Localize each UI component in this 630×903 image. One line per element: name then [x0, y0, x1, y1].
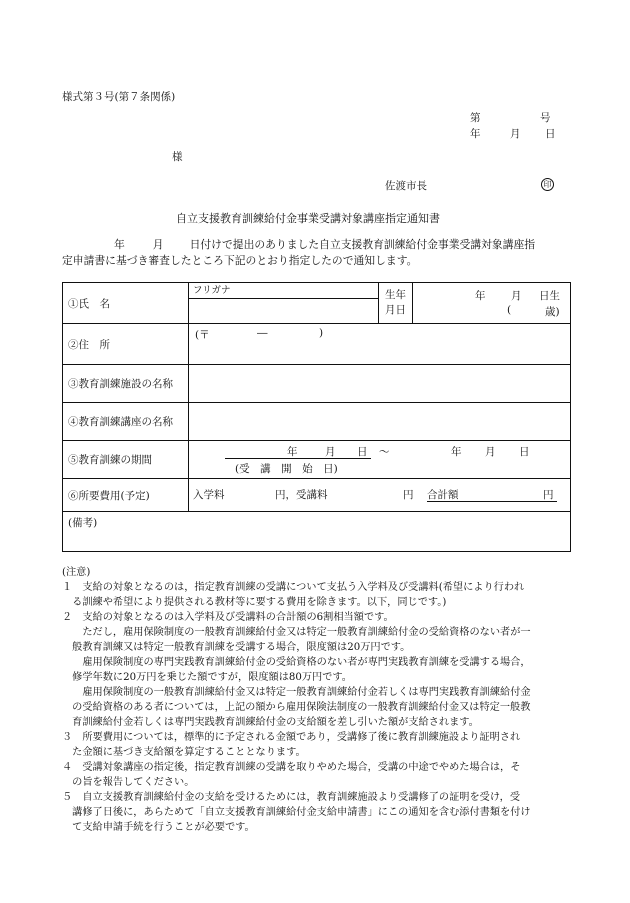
note-line: ４ 受講対象講座の指定後，指定教育訓練の受講を取りやめた場合，受講の中途でやめた場合は，そ — [62, 762, 521, 773]
note-line: ５ 自立支援教育訓練給付金の支給を受けるためには，教育訓練施設より受講修了の証明を受け，受 — [62, 792, 521, 803]
furigana-label: フリガナ — [189, 283, 378, 299]
period-tilde: ～ — [379, 446, 390, 458]
note-line: 講修了日後に，あらためて「自立支援教育訓練給付金支給申請書」にこの通知を含む添付書類を付け — [62, 807, 531, 818]
date-year: 年 — [470, 128, 481, 140]
period-start-month: 月 — [325, 446, 336, 458]
intro-year: 年 — [114, 238, 125, 251]
period-end-month: 月 — [485, 446, 496, 458]
period-end-year: 年 — [451, 446, 462, 458]
postal-open: (〒 — [195, 329, 210, 341]
cost-field[interactable] — [189, 479, 571, 512]
period-start-underline — [225, 444, 371, 459]
seal-icon: 印 — [541, 178, 554, 191]
postal-close: ) — [319, 327, 324, 339]
cost-tuition-label: 円，受講料 — [275, 489, 328, 501]
note-line: て支給申請手続を行うことが必要です。 — [62, 822, 255, 833]
postal-dash: ― — [257, 327, 268, 339]
note-line: ３ 所要費用については，標準的に予定される金額であり，受講修了後に教育訓練施設より証明され — [62, 732, 521, 743]
document-title: 自立支援教育訓練給付金事業受講対象講座指定通知書 — [176, 212, 440, 225]
cost-yen-2: 円 — [403, 489, 414, 501]
issuer-name: 佐渡市長 — [385, 180, 427, 192]
note-line: 育訓練給付金若しくは専門実践教育訓練給付金の支給額を差し引いた額が支給されます。 — [62, 717, 479, 728]
note-line: ただし，雇用保険制度の一般教育訓練給付金又は特定一般教育訓練給付金の受給資格のない者が一 — [62, 627, 531, 638]
intro-text: 日付けで提出のありました自立支援教育訓練給付金事業受講対象講座指 — [189, 238, 536, 251]
note-line: の旨を報告してください。 — [62, 777, 195, 788]
note-line: 雇用保険制度の専門実践教育訓練給付金の受給資格のない者が専門実践教育訓練を受講する場合， — [62, 657, 531, 668]
note-line: １ 支給の対象となるのは，指定教育訓練の受講について支払う入学料及び受講料(希望により行われ — [62, 582, 525, 593]
note-line: る訓練や希望により提供される教材等に要する費用を除きます。以下，同じです。) — [62, 597, 447, 608]
cost-total-label: 合計額 — [427, 489, 459, 501]
birth-month: 月 — [511, 290, 522, 302]
address-label: ②住 所 — [63, 324, 189, 365]
intro-line-2: 定申請書に基づき審査したところ下記のとおり指定したので通知します。 — [62, 254, 418, 267]
cost-label: ⑥所要費用(予定) — [63, 479, 189, 512]
facility-label: ③教育訓練施設の名称 — [63, 365, 189, 403]
birth-date-field[interactable] — [413, 283, 571, 324]
address-field[interactable] — [189, 324, 571, 365]
cost-yen-3: 円 — [543, 489, 554, 501]
period-label: ⑤教育訓練の期間 — [63, 441, 189, 479]
recipient-suffix: 様 — [172, 151, 183, 163]
remarks-field[interactable] — [63, 512, 571, 552]
note-line: 修学年数に20万円を乗じた額ですが，限度額は80万円です。 — [62, 672, 352, 683]
doc-number-suffix: 号 — [540, 112, 551, 124]
note-line: 雇用保険制度の一般教育訓練給付金又は特定一般教育訓練給付金若しくは専門実践教育訓練給付金 — [62, 687, 531, 698]
seal-mark — [541, 178, 554, 191]
period-start-day: 日 — [357, 446, 368, 458]
date-month: 月 — [510, 128, 521, 140]
notes-section — [62, 565, 577, 835]
note-line: の受給資格のある者については，上記の額から雇用保険法制度の一般教育訓練給付金又は特定一般教 — [62, 702, 531, 713]
birth-label-line2: 月日 — [385, 304, 406, 316]
notes-heading: (注意) — [62, 567, 91, 578]
doc-number-label: 第 — [470, 112, 481, 124]
course-label: ④教育訓練講座の名称 — [63, 403, 189, 441]
period-start-year: 年 — [287, 446, 298, 458]
age-close: 歳) — [545, 306, 560, 318]
form-number: 様式第３号(第７条関係) — [62, 91, 176, 103]
info-table — [62, 282, 571, 552]
course-field[interactable] — [189, 403, 571, 441]
birth-label-line1: 生年 — [385, 289, 406, 301]
remarks-label: (備考) — [68, 517, 98, 529]
date-day: 日 — [545, 128, 556, 140]
birth-day: 日生 — [539, 290, 560, 302]
note-line: た金額に基づき支給額を算定することとなります。 — [62, 747, 306, 758]
name-field[interactable] — [189, 299, 378, 323]
period-field[interactable] — [189, 441, 571, 479]
note-line: ２ 支給の対象となるのは入学料及び受講料の合計額の6割相当額です。 — [62, 612, 394, 623]
intro-month: 月 — [152, 238, 164, 251]
age-open: ( — [507, 304, 512, 316]
birth-label — [379, 283, 413, 324]
birth-year: 年 — [475, 290, 486, 302]
note-line: 般教育訓練又は特定一般教育訓練を受講する場合，限度額は20万円です。 — [62, 642, 411, 653]
period-start-note: (受 講 開 始 日) — [235, 463, 338, 475]
name-cell — [189, 283, 379, 324]
facility-field[interactable] — [189, 365, 571, 403]
name-label: ①氏 名 — [63, 283, 189, 324]
period-end-day: 日 — [519, 446, 530, 458]
intro-line-1 — [114, 237, 535, 252]
cost-admission-label: 入学料 — [193, 489, 225, 501]
